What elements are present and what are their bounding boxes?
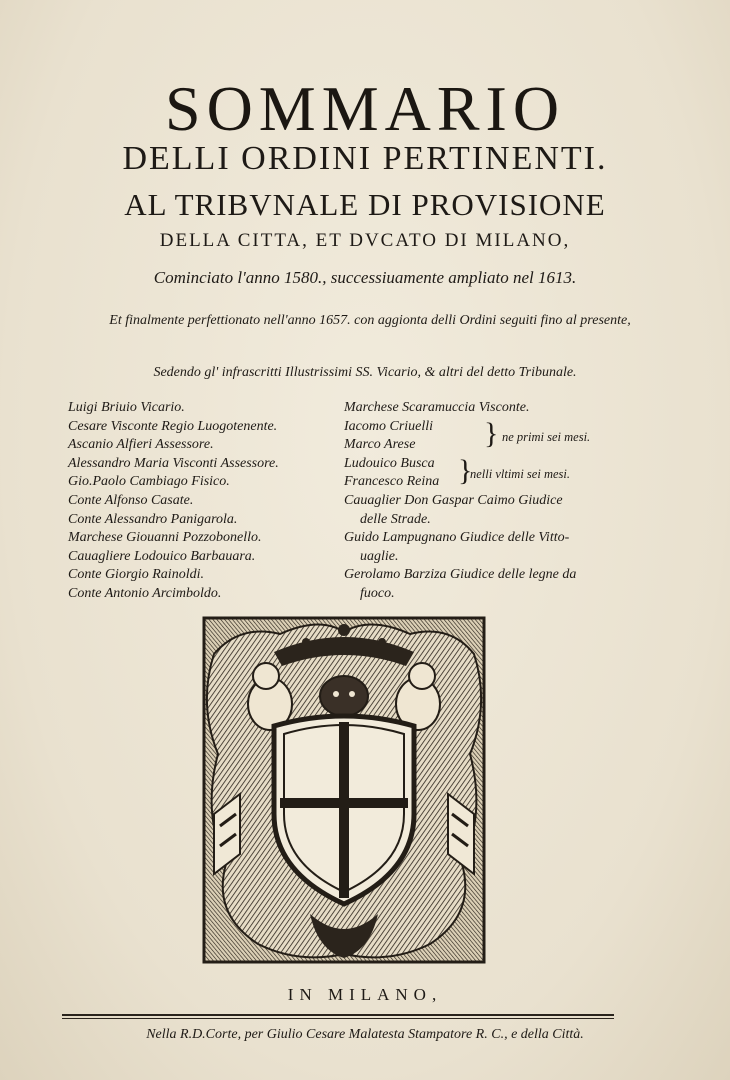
member-name-continued: delle Strade. [360, 511, 431, 527]
member-name: Ludouico Busca [344, 455, 435, 471]
brace-note: nelli vltimi sei mesi. [470, 466, 570, 481]
brace-glyph: } [458, 453, 473, 487]
member-name: Cauagliere Lodouico Barbauara. [68, 548, 256, 564]
member-name: Marchese Scaramuccia Visconte. [344, 400, 530, 415]
member-name: Conte Alessandro Panigarola. [68, 511, 238, 527]
member-name: Cesare Visconte Regio Luogotenente. [68, 418, 278, 434]
member-name: Gio.Paolo Cambiago Fisico. [68, 474, 230, 490]
printer-imprint: Nella R.D.Corte, per Giulio Cesare Malatesta Stampatore R. C., e della Città. [146, 1027, 584, 1042]
intro-line-2: Et finalmente perfettionato nell'anno 1657. con aggionta delli Ordini seguiti fino al presente, [109, 313, 631, 328]
subtitle-line-3: DELLA CITTA, ET DVCATO DI MILANO, [159, 230, 571, 251]
bleed-through-text [200, 36, 205, 57]
member-name: Conte Giorgio Rainoldi. [68, 567, 204, 583]
members-left-column [68, 399, 338, 604]
intro-line-1: Cominciato l'anno 1580., successiuamente ampliato nel 1613. [153, 268, 577, 287]
subtitle-line-2: AL TRIBVNALE DI PROVISIONE [124, 187, 606, 222]
brace-glyph: } [484, 416, 499, 450]
subtitle-line-1: DELLI ORDINI PERTINENTI. [122, 140, 608, 177]
member-name: Gerolamo Barziza Giudice delle legne da [344, 567, 577, 583]
brace-group-first [344, 418, 644, 455]
place-of-printing: IN MILANO, [287, 985, 443, 1004]
member-name: Ascanio Alfieri Assessore. [68, 437, 214, 453]
member-name: Marchese Giouanni Pozzobonello. [68, 530, 262, 546]
main-title: SOMMARIO [164, 73, 566, 144]
members-right-column [344, 399, 644, 604]
member-name-continued: uaglie. [360, 548, 399, 564]
member-name: Cauaglier Don Gaspar Caimo Giudice [344, 492, 563, 508]
divider-rule-thin [62, 1018, 614, 1019]
brace-note: ne primi sei mesi. [502, 429, 591, 444]
member-name: Francesco Reina [344, 474, 440, 490]
member-name: Alessandro Maria Visconti Assessore. [68, 455, 279, 471]
brace-group-last [344, 455, 644, 492]
member-name: Conte Alfonso Casate. [68, 492, 194, 508]
divider-rule [62, 1014, 614, 1016]
member-name-continued: fuoco. [360, 585, 395, 601]
coat-of-arms-woodcut [200, 614, 488, 966]
member-name: Iacomo Criuelli [344, 418, 434, 434]
member-name: Guido Lampugnano Giudice delle Vitto- [344, 530, 570, 546]
member-name: Conte Antonio Arcimboldo. [68, 585, 222, 601]
member-name: Marco Arese [344, 437, 416, 453]
member-name: Luigi Briuio Vicario. [68, 400, 185, 415]
intro-line-3: Sedendo gl' infrascritti Illustrissimi SS. Vicario, & altri del detto Tribunale. [153, 365, 577, 380]
